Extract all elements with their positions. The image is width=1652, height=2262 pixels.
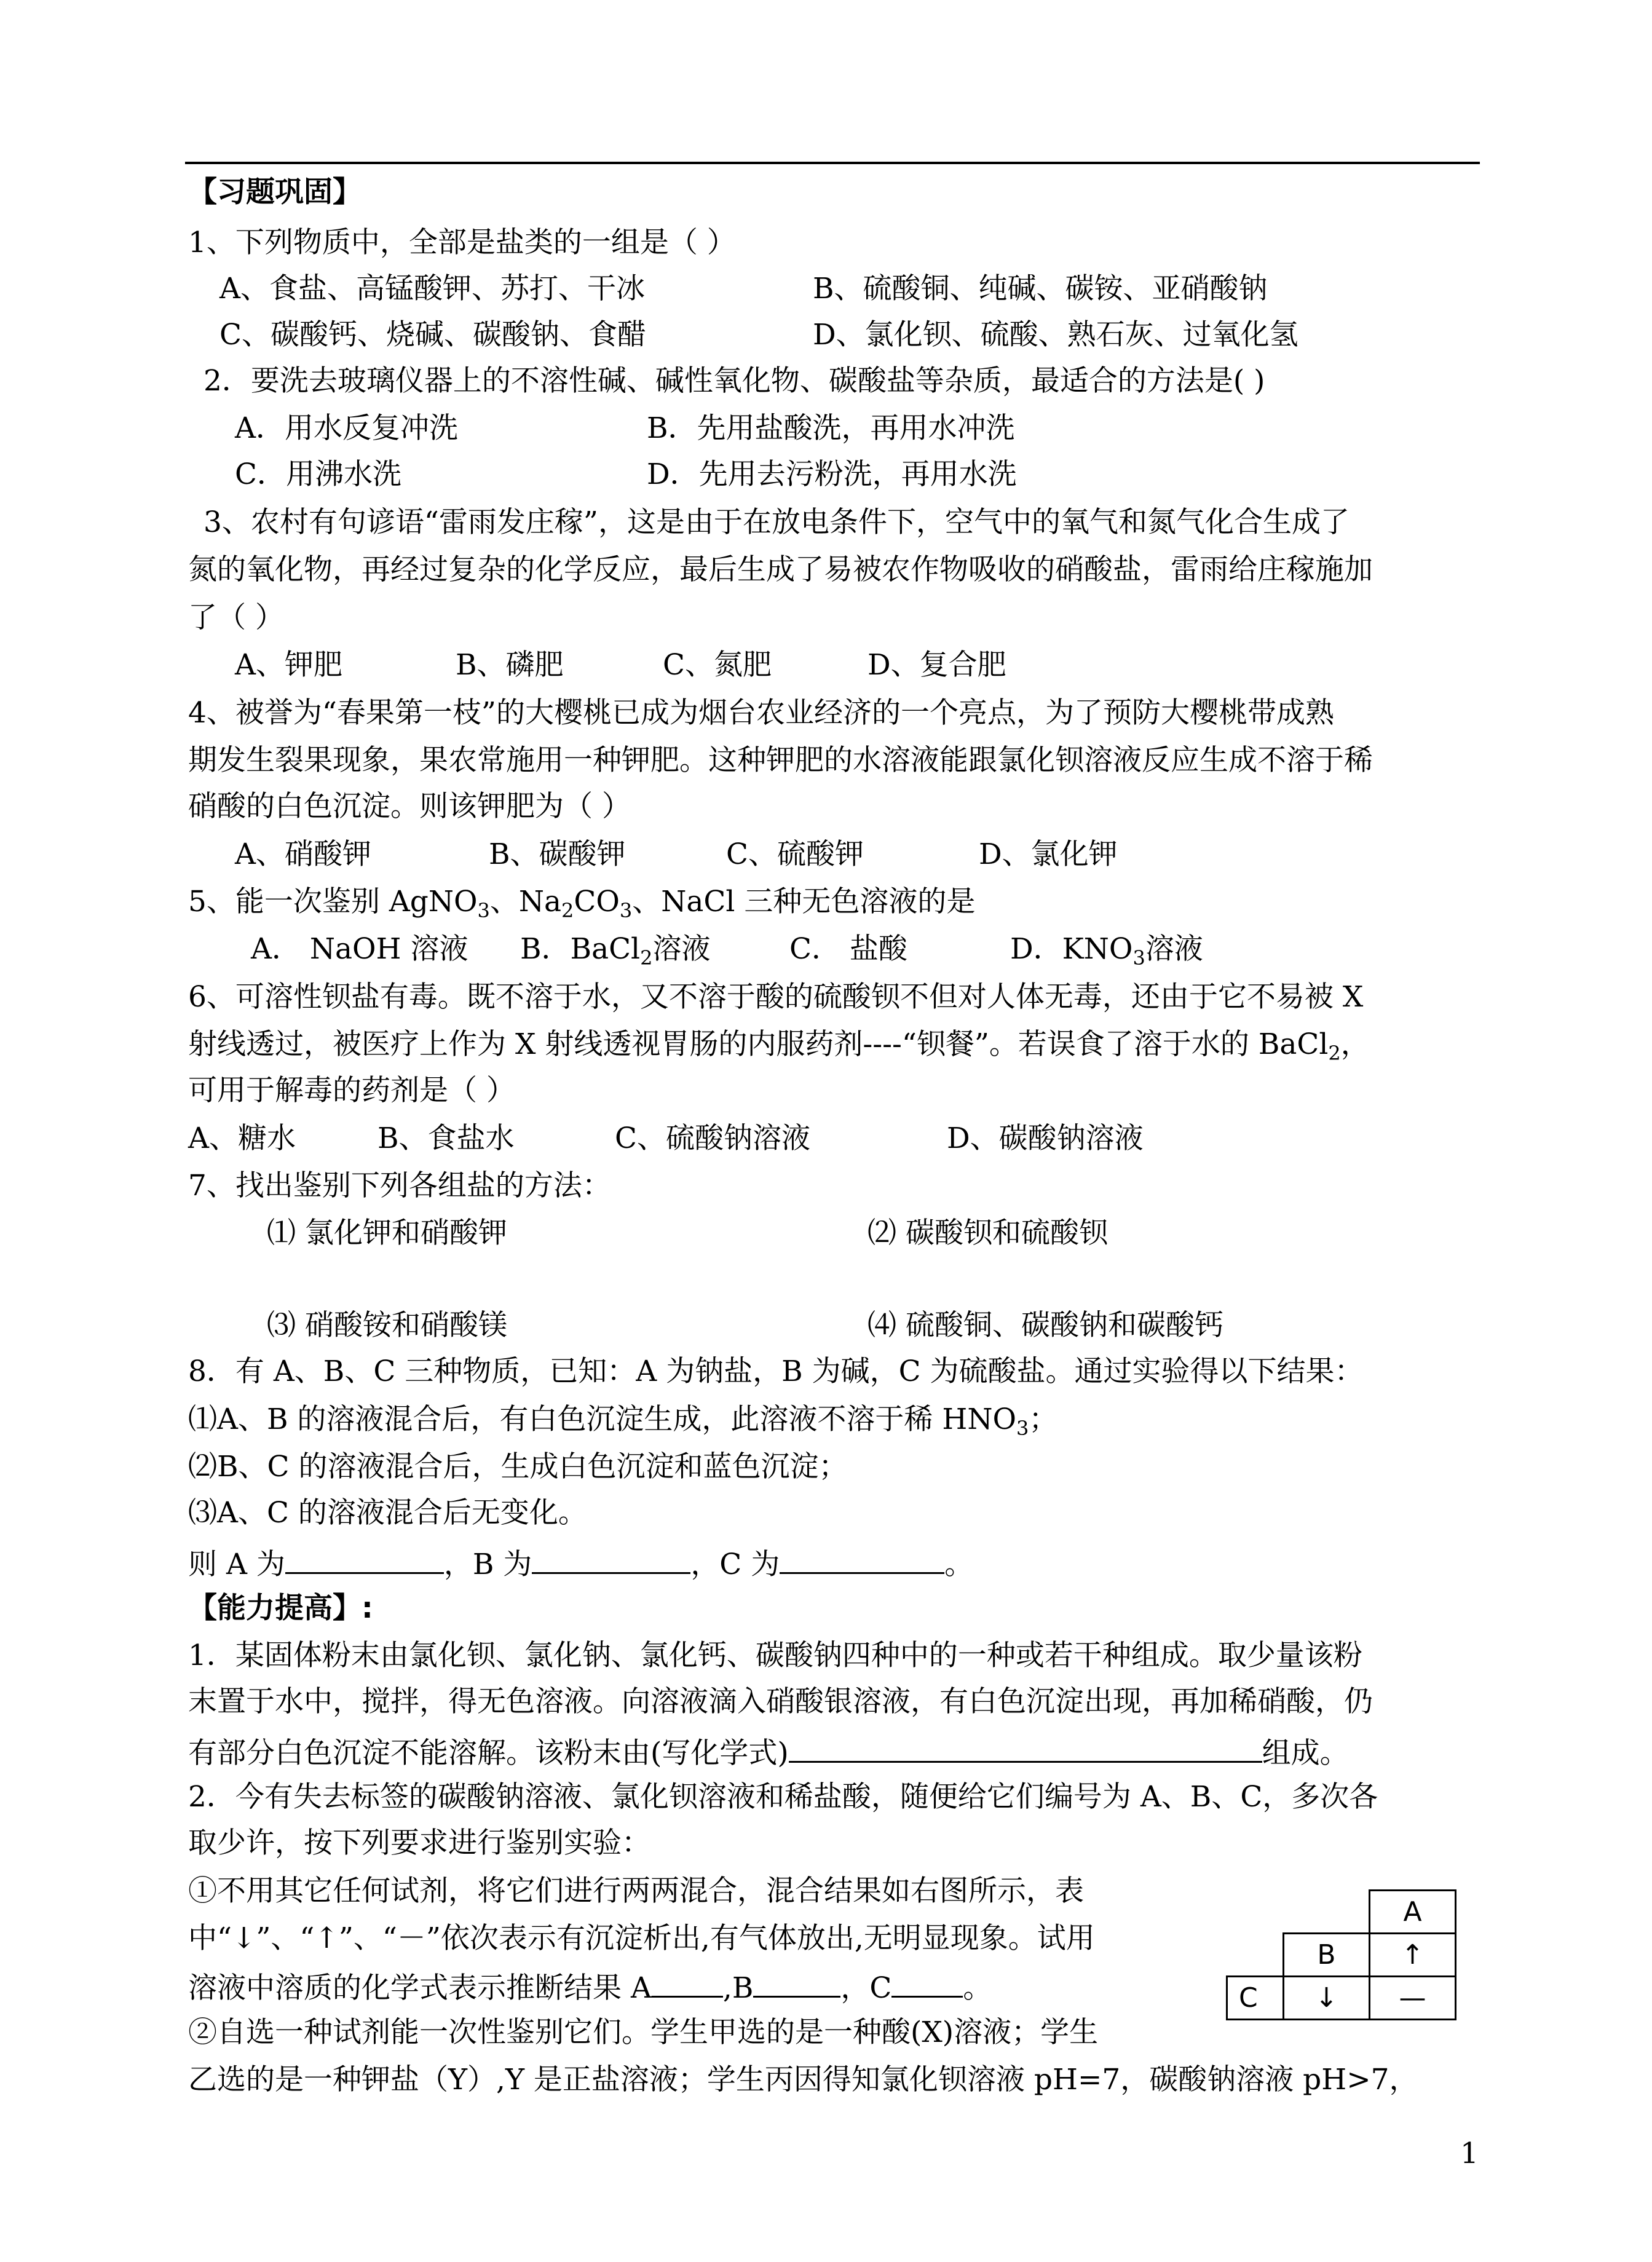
section-title-advanced: 【能力提高】:	[188, 1591, 373, 1625]
grid-cell-b: B	[1282, 1932, 1370, 1977]
q6-option-d: D、碳酸钠溶液	[947, 1121, 1144, 1155]
q1-option-b: B、硫酸铜、纯碱、碳铵、亚硝酸钠	[813, 272, 1268, 306]
q5-option-b-post: 溶液	[652, 932, 711, 966]
q5-stem-pre: 5、能一次鉴别 AgNO	[188, 885, 478, 919]
q3-option-d: D、复合肥	[867, 648, 1006, 682]
q8-stem: 8．有 A、B、C 三种物质，已知：A 为钠盐，B 为碱，C 为硫酸盐。通过实验得以下结果：	[188, 1354, 1364, 1388]
q2-option-c: C．用沸水洗	[235, 457, 401, 491]
p2-answer-a-blank[interactable]	[652, 1966, 723, 1998]
p1-answer-blank[interactable]	[789, 1731, 1262, 1763]
q8-answer-b-label: ，B 为	[443, 1548, 532, 1581]
q8-answer-end: 。	[944, 1548, 974, 1581]
q4-option-b: B、碳酸钾	[489, 837, 626, 871]
page-number: 1	[1460, 2137, 1479, 2170]
q5-option-a: A． NaOH 溶液	[251, 932, 468, 966]
grid-cell-c: C	[1226, 1975, 1284, 2020]
section-title-practice: 【习题巩固】	[188, 175, 362, 209]
q8-result-1-pre: ⑴A、B 的溶液混合后，有白色沉淀生成，此溶液不溶于稀 HNO	[188, 1402, 1017, 1436]
grid-cell-a: A	[1369, 1889, 1456, 1934]
p1-line1: 1．某固体粉末由氯化钡、氯化钠、氯化钙、碳酸钠四种中的一种或若干种组成。取少量该粉	[188, 1639, 1362, 1672]
q6-line2	[188, 1026, 1370, 1063]
q1-option-a: A、食盐、高锰酸钾、苏打、干冰	[219, 272, 645, 306]
p2-line4: 中“↓”、“↑”、“－”依次表示有沉淀析出,有气体放出,无明显现象。试用	[188, 1921, 1095, 1955]
p2-line1: 2．今有失去标签的碳酸钠溶液、氯化钡溶液和稀盐酸，随便给它们编号为 A、B、C，多次各	[188, 1780, 1378, 1814]
q6-option-a: A、糖水	[188, 1121, 296, 1155]
q8-answer-a-blank[interactable]	[285, 1543, 444, 1574]
p1-line3-pre: 有部分白色沉淀不能溶解。该粉末由(写化学式)	[188, 1736, 789, 1770]
q5-stem-post: 、NaCl 三种无色溶液的是	[632, 885, 976, 919]
q1-stem: 1、下列物质中，全部是盐类的一组是（ ）	[188, 226, 736, 259]
q5-option-d-pre: D．KNO	[1010, 932, 1133, 966]
q5-stem-mid2: CO	[574, 885, 620, 919]
q4-line2: 期发生裂果现象，果农常施用一种钾肥。这种钾肥的水溶液能跟氯化钡溶液反应生成不溶于稀	[188, 743, 1373, 777]
q8-result-2: ⑵B、C 的溶液混合后，生成白色沉淀和蓝色沉淀；	[188, 1450, 848, 1484]
q5-option-b	[520, 931, 710, 968]
q6-option-b: B、食盐水	[377, 1121, 515, 1155]
q2-option-b: B．先用盐酸洗，再用水冲洗	[647, 411, 1015, 445]
p2-line5-c: ，C	[840, 1971, 892, 2005]
q3-line2: 氮的氧化物，再经过复杂的化学反应，最后生成了易被农作物吸收的硝酸盐，雷雨给庄稼施加	[188, 553, 1373, 587]
p1-line3	[188, 1731, 1349, 1772]
q8-result-1-post: ；	[1029, 1402, 1058, 1436]
q4-line1: 4、被誉为“春果第一枝”的大樱桃已成为烟台农业经济的一个亮点，为了预防大樱桃带成熟	[188, 696, 1334, 730]
q6-line1: 6、可溶性钡盐有毒。既不溶于水，又不溶于酸的硫酸钡不但对人体无毒，还由于它不易被 X	[188, 980, 1364, 1014]
p2-answer-c-blank[interactable]	[891, 1966, 963, 1998]
q2-option-a: A．用水反复冲洗	[235, 411, 458, 445]
grid-cell-down-arrow: ↓	[1282, 1975, 1370, 2020]
grid-cell-up-arrow: ↑	[1369, 1932, 1456, 1977]
q8-answer-c-blank[interactable]	[780, 1543, 944, 1574]
q3-option-c: C、氮肥	[663, 648, 772, 682]
q6-line3: 可用于解毒的药剂是（ ）	[188, 1074, 515, 1107]
q8-result-1	[188, 1401, 1057, 1438]
q1-option-d: D、氯化钡、硫酸、熟石灰、过氧化氢	[813, 318, 1298, 352]
q5-option-d-sub: 3	[1132, 946, 1145, 970]
q7-part-3: ⑶ 硝酸铵和硝酸镁	[267, 1308, 507, 1342]
q2-stem: 2．要洗去玻璃仪器上的不溶性碱、碱性氧化物、碳酸盐等杂质，最适合的方法是( )	[204, 364, 1265, 398]
p2-line2: 取少许，按下列要求进行鉴别实验：	[188, 1826, 650, 1860]
q8-answer-b-blank[interactable]	[532, 1543, 690, 1574]
q5-option-d	[1010, 931, 1203, 968]
p2-line7: 乙选的是一种钾盐（Y）,Y 是正盐溶液；学生丙因得知氯化钡溶液 pH=7，碳酸钠溶液 pH>7，	[188, 2063, 1418, 2097]
q7-part-4: ⑷ 硫酸铜、碳酸钠和碳酸钙	[867, 1308, 1223, 1342]
q4-line3: 硝酸的白色沉淀。则该钾肥为（ ）	[188, 789, 631, 823]
p2-line5-end: 。	[963, 1971, 992, 2005]
q5-sub-3: 3	[619, 899, 633, 922]
q7-stem: 7、找出鉴别下列各组盐的方法：	[188, 1169, 611, 1203]
q8-answer-a-label: 则 A 为	[188, 1548, 285, 1581]
q3-line3: 了（ ）	[188, 601, 284, 635]
q8-result-3: ⑶A、C 的溶液混合后无变化。	[188, 1496, 587, 1530]
q5-option-b-sub: 2	[640, 946, 653, 970]
q5-stem	[188, 884, 975, 920]
q3-option-b: B、磷肥	[456, 648, 564, 682]
q8-result-1-sub: 3	[1016, 1417, 1029, 1440]
q4-option-c: C、硫酸钾	[726, 837, 864, 871]
p2-line5	[188, 1966, 992, 2007]
q3-line1: 3、农村有句谚语“雷雨发庄稼”，这是由于在放电条件下，空气中的氧气和氮气化合生成了	[204, 505, 1350, 539]
p1-line3-post: 组成。	[1262, 1736, 1349, 1770]
header-rule	[185, 162, 1480, 164]
q5-stem-mid1: 、Na	[489, 885, 562, 919]
q6-line2-post: ，	[1340, 1027, 1370, 1061]
q5-sub-1: 3	[477, 899, 490, 922]
q2-option-d: D．先用去污粉洗，再用水洗	[647, 457, 1017, 491]
p2-line5-b: ,B	[722, 1971, 754, 2005]
grid-cell-dash: —	[1369, 1975, 1456, 2020]
q7-part-1: ⑴ 氯化钾和硝酸钾	[267, 1216, 507, 1250]
p2-line6: ②自选一种试剂能一次性鉴别它们。学生甲选的是一种酸(X)溶液；学生	[188, 2015, 1099, 2049]
q5-option-d-post: 溶液	[1145, 932, 1203, 966]
q5-sub-2: 2	[561, 899, 574, 922]
q5-option-b-pre: B．BaCl	[520, 932, 641, 966]
p2-answer-b-blank[interactable]	[753, 1966, 840, 1998]
q6-line2-sub: 2	[1328, 1042, 1341, 1065]
q7-part-2: ⑵ 碳酸钡和硫酸钡	[867, 1216, 1108, 1250]
q6-line2-pre: 射线透过，被医疗上作为 X 射线透视胃肠的内服药剂----“钡餐”。若误食了溶于水的 BaCl	[188, 1027, 1329, 1061]
p2-line5-pre: 溶液中溶质的化学式表示推断结果 A	[188, 1971, 652, 2005]
q8-answer-line	[188, 1543, 973, 1583]
q4-option-d: D、氯化钾	[979, 837, 1118, 871]
p1-line2: 末置于水中，搅拌，得无色溶液。向溶液滴入硝酸银溶液，有白色沉淀出现，再加稀硝酸，仍	[188, 1685, 1373, 1718]
q6-option-c: C、硫酸钠溶液	[615, 1121, 810, 1155]
q3-option-a: A、钾肥	[235, 648, 342, 682]
q1-option-c: C、碳酸钙、烧碱、碳酸钠、食醋	[219, 318, 646, 352]
q5-option-c: C． 盐酸	[789, 932, 907, 966]
q4-option-a: A、硝酸钾	[235, 837, 371, 871]
p2-line3: ①不用其它任何试剂，将它们进行两两混合，混合结果如右图所示，表	[188, 1874, 1084, 1908]
q8-answer-c-label: ，C 为	[690, 1548, 780, 1581]
